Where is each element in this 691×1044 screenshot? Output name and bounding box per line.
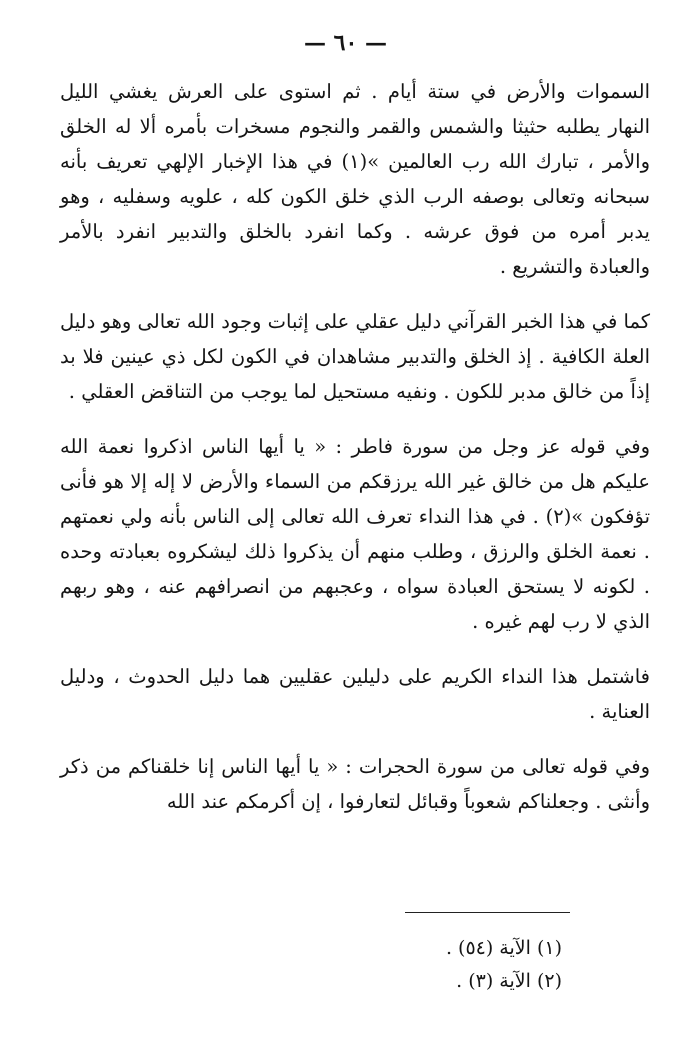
paragraph-4: فاشتمل هذا النداء الكريم على دليلين عقليين هما دليل الحدوث ، ودليل العناية .	[60, 665, 650, 723]
footnotes	[300, 932, 562, 998]
page-number: — ٦٠ —	[304, 30, 387, 56]
paragraph-1: السموات والأرض في ستة أيام . ثم استوى على العرش يغشي الليل النهار يطلبه حثيثا والشمس والقمر والنجوم مسخرات بأمره ألا له الخلق والأمر ، تبارك الله رب العالمين »(١) في هذا الإخبار الإلهي تعريف بأنه سبحانه وتعالى بوصفه الرب الذي خلق الكون كله ، علويه وسفليه ، وهو يدبر أمره من فوق عرشه . وكما انفرد بالخلق والتدبير انفرد بالأمر والعبادة والتشريع .	[60, 80, 650, 278]
footnote-2: (٢) الآية (٣) .	[456, 970, 562, 992]
body-text	[60, 74, 650, 819]
paragraph-2: كما في هذا الخبر القرآني دليل عقلي على إثبات وجود الله تعالى وهو دليل العلة الكافية . إذ الخلق والتدبير مشاهدان في الكون لكل ذي عينين فلا بد إذاً من خالق مدبر للكون . ونفيه مستحيل لما يوجب من التناقض العقلي .	[60, 310, 650, 403]
footnote-1: (١) الآية (٥٤) .	[445, 937, 562, 959]
footnote-divider	[405, 912, 570, 913]
paragraph-5: وفي قوله تعالى من سورة الحجرات : « يا أيها الناس إنا خلقناكم من ذكر وأنثى . وجعلناكم شعوباً وقبائل لتعارفوا ، إن أكرمكم عند الله	[60, 755, 650, 813]
paragraph-3: وفي قوله عز وجل من سورة فاطر : « يا أيها الناس اذكروا نعمة الله عليكم هل من خالق غير الله يرزقكم من السماء والأرض لا إله إلا هو فأنى تؤفكون »(٢) . في هذا النداء تعرف الله تعالى إلى الناس بأنه ولي نعمتهم . نعمة الخلق والرزق ، وطلب منهم أن يذكروا ذلك ليشكروه بعبادته وحده . لكونه لا يستحق العبادة سواه ، وعجبهم من انصرافهم عنه ، وهو ربهم الذي لا رب لهم غيره .	[60, 435, 650, 633]
